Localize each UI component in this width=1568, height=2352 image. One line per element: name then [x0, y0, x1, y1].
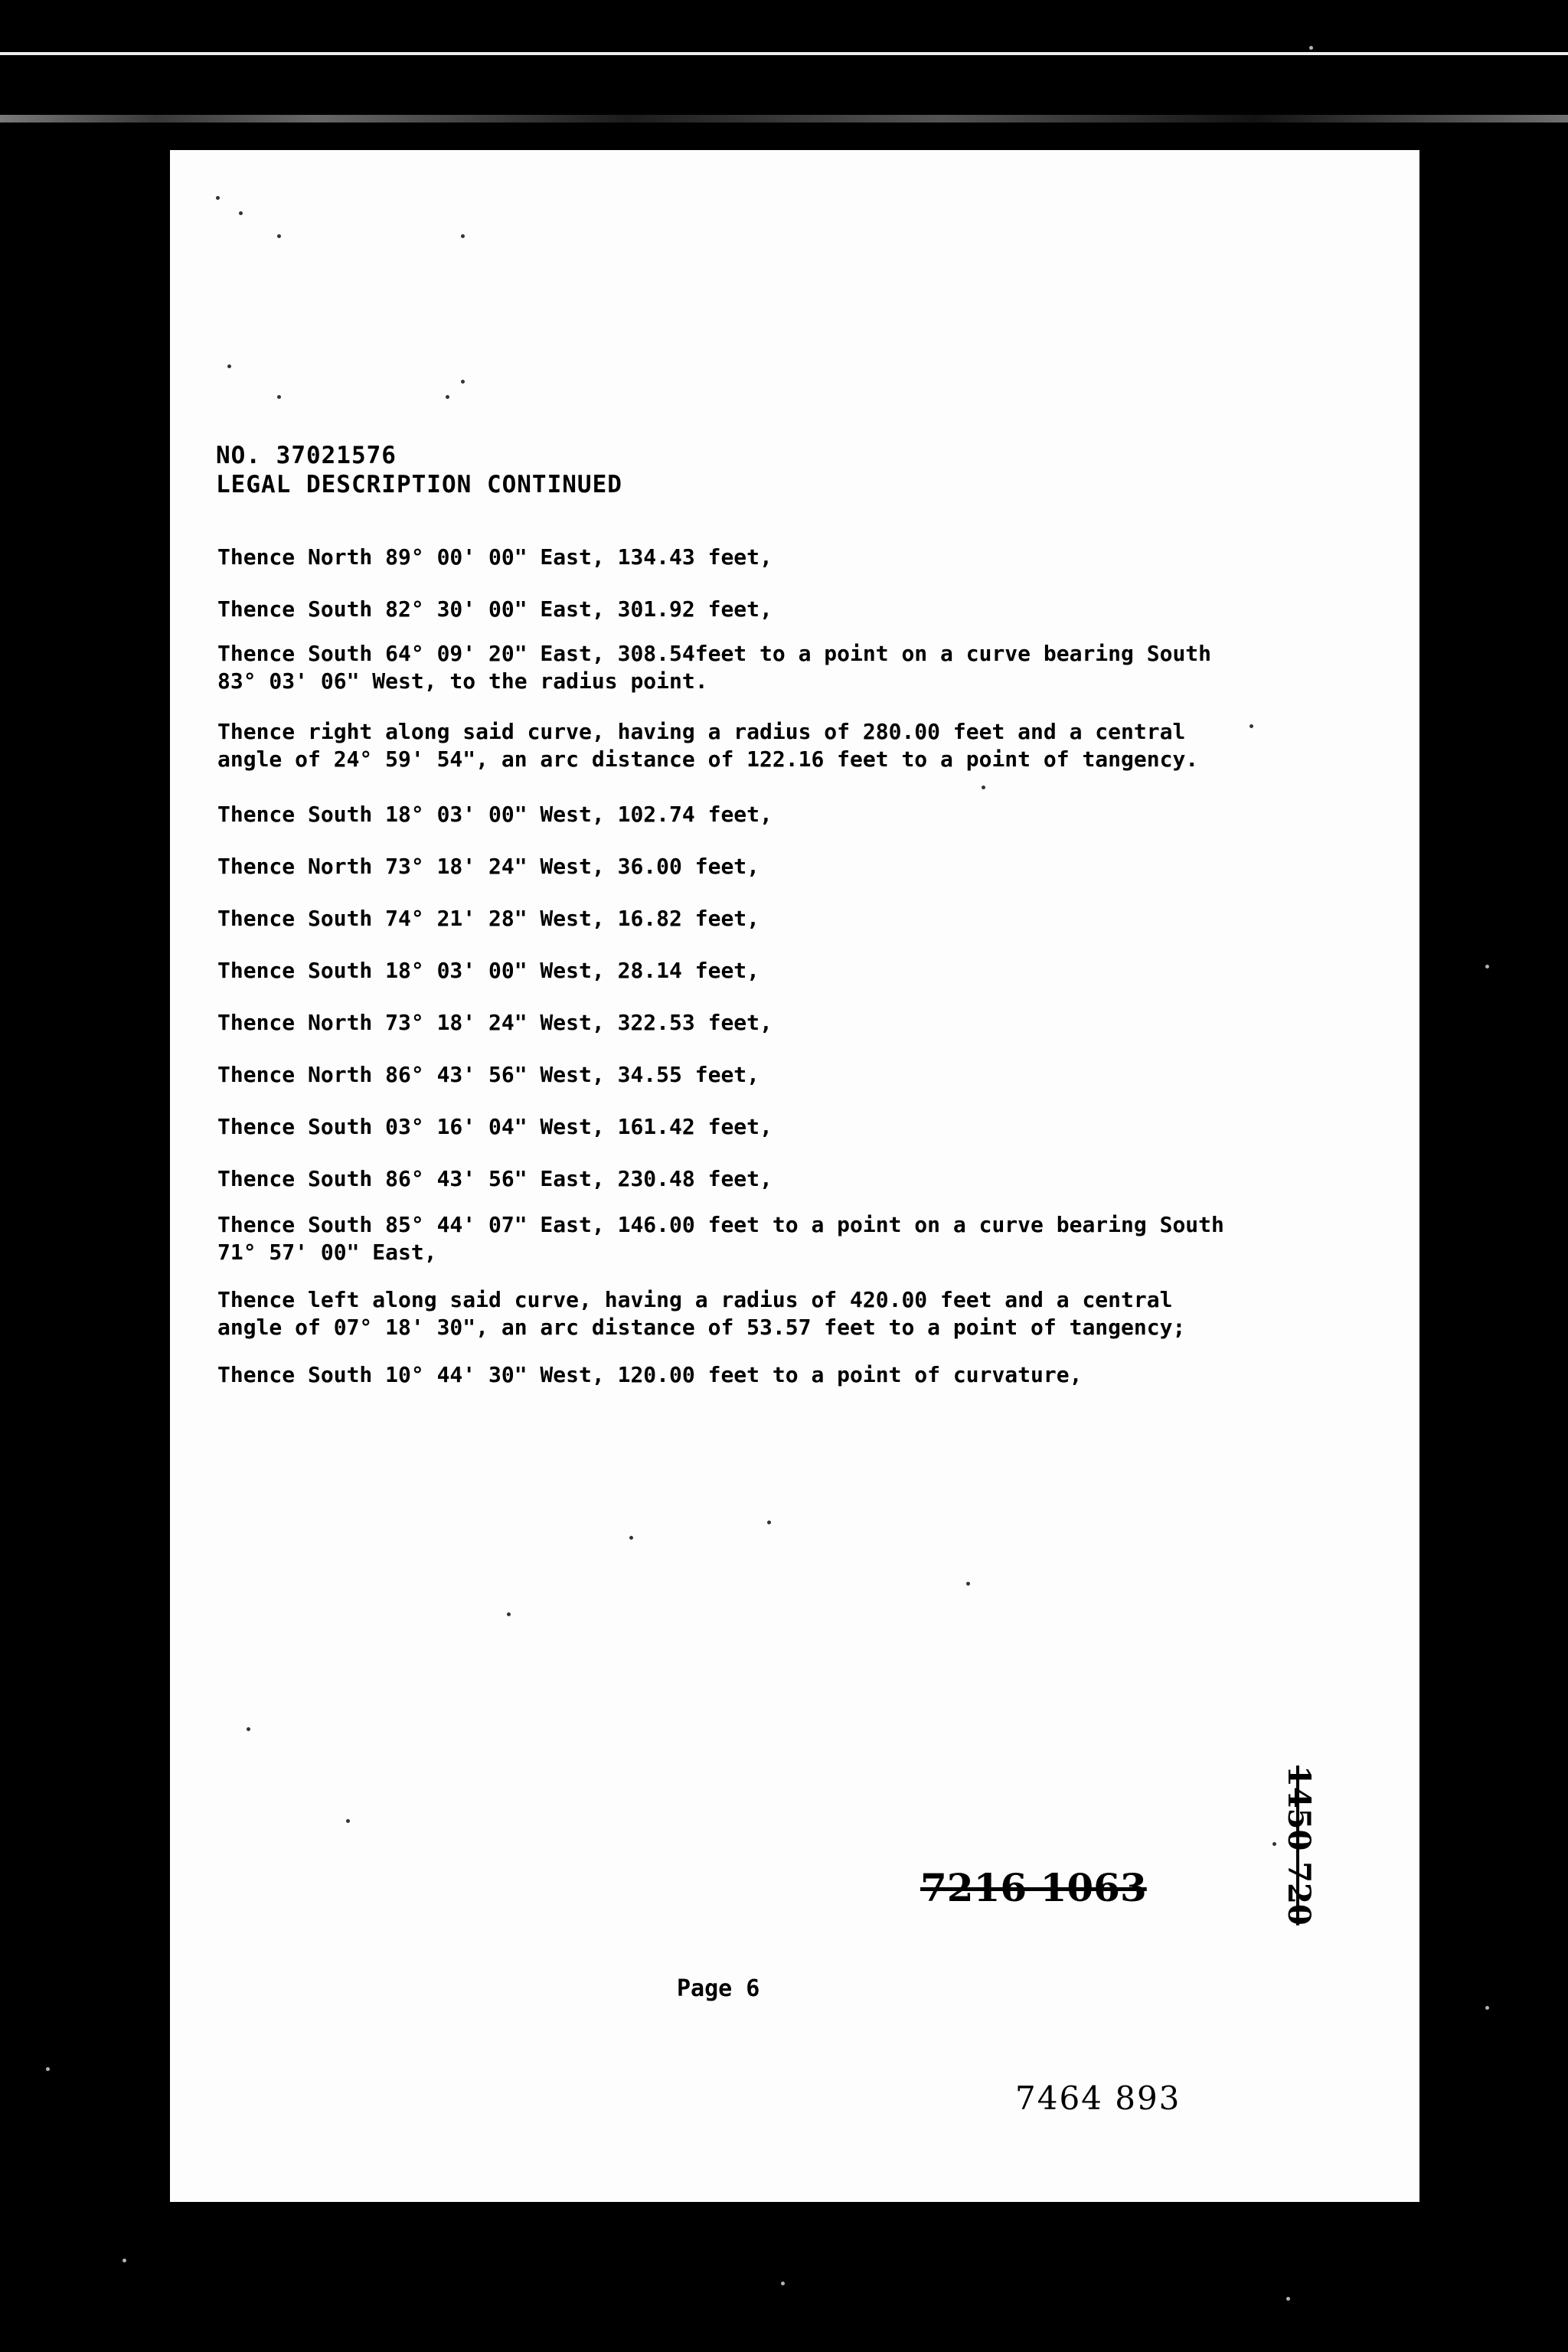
scan-speck — [1309, 46, 1313, 50]
scan-speck — [46, 2067, 50, 2071]
description-line: Thence South 85° 44' 07" East, 146.00 feet to a point on a curve bearing South 71° 57' 00" East, — [217, 1212, 1224, 1265]
description-line: Thence South 18° 03' 00" West, 102.74 feet, — [217, 802, 773, 827]
scan-speck — [629, 1536, 633, 1540]
scan-speck — [1272, 1842, 1276, 1846]
scan-border-line — [0, 52, 1568, 55]
description-line: Thence North 73° 18' 24" West, 322.53 feet, — [217, 1010, 773, 1035]
side-note-rotated: 1450 720 — [1281, 1766, 1317, 1926]
scan-speck — [507, 1612, 511, 1616]
scan-speck — [1286, 2297, 1290, 2301]
scan-speck — [227, 364, 231, 368]
scan-speck — [966, 1582, 970, 1586]
scan-speck — [277, 395, 281, 399]
document-number: NO. 37021576 — [216, 442, 397, 469]
scan-speck — [277, 234, 281, 238]
scan-speck — [781, 2282, 785, 2285]
description-line: Thence South 03° 16' 04" West, 161.42 feet, — [217, 1114, 773, 1139]
document-heading: LEGAL DESCRIPTION CONTINUED — [216, 471, 622, 498]
scan-speck — [247, 1727, 250, 1731]
scan-speck — [230, 1439, 234, 1443]
description-line: Thence South 10° 44' 30" West, 120.00 feet to a point of curvature, — [217, 1362, 1083, 1387]
description-line: Thence South 74° 21' 28" West, 16.82 feet, — [217, 906, 760, 931]
description-line: Thence right along said curve, having a radius of 280.00 feet and a central angle of 24° 59' 54", an arc distance of 122.16 feet to a point of tangency. — [217, 719, 1199, 772]
description-line: Thence South 18° 03' 00" West, 28.14 feet, — [217, 958, 760, 983]
description-line: Thence South 86° 43' 56" East, 230.48 feet, — [217, 1166, 773, 1191]
scan-speck — [1485, 2006, 1489, 2010]
scan-speck — [122, 2259, 126, 2262]
scan-speck — [446, 395, 449, 399]
description-line: Thence South 64° 09' 20" East, 308.54feet to a point on a curve bearing South 83° 03' 06" West, to the radius point. — [217, 641, 1212, 694]
scan-speck — [982, 786, 985, 789]
description-line: Thence South 82° 30' 00" East, 301.92 feet, — [217, 596, 773, 622]
scan-speck — [239, 211, 243, 215]
scan-speck — [216, 196, 220, 200]
scan-speck — [461, 234, 465, 238]
scan-speck — [346, 1819, 350, 1823]
description-line: Thence North 73° 18' 24" West, 36.00 feet, — [217, 854, 760, 879]
scan-edge-strip — [0, 115, 1568, 122]
document-page — [170, 150, 1419, 2202]
scan-speck — [767, 1521, 771, 1524]
book-page-reference: 7464 893 — [1015, 2079, 1181, 2117]
scan-speck — [461, 380, 465, 384]
scan-speck — [1485, 965, 1489, 969]
struck-reference-number: 7216 1063 — [920, 1865, 1147, 1910]
description-line: Thence North 89° 00' 00" East, 134.43 feet, — [217, 544, 773, 570]
description-line: Thence left along said curve, having a radius of 420.00 feet and a central angle of 07° 18' 30", an arc distance of 53.57 feet to a point of tangency; — [217, 1287, 1186, 1340]
page-number-label: Page 6 — [677, 1975, 760, 2002]
description-line: Thence North 86° 43' 56" West, 34.55 feet, — [217, 1062, 760, 1087]
